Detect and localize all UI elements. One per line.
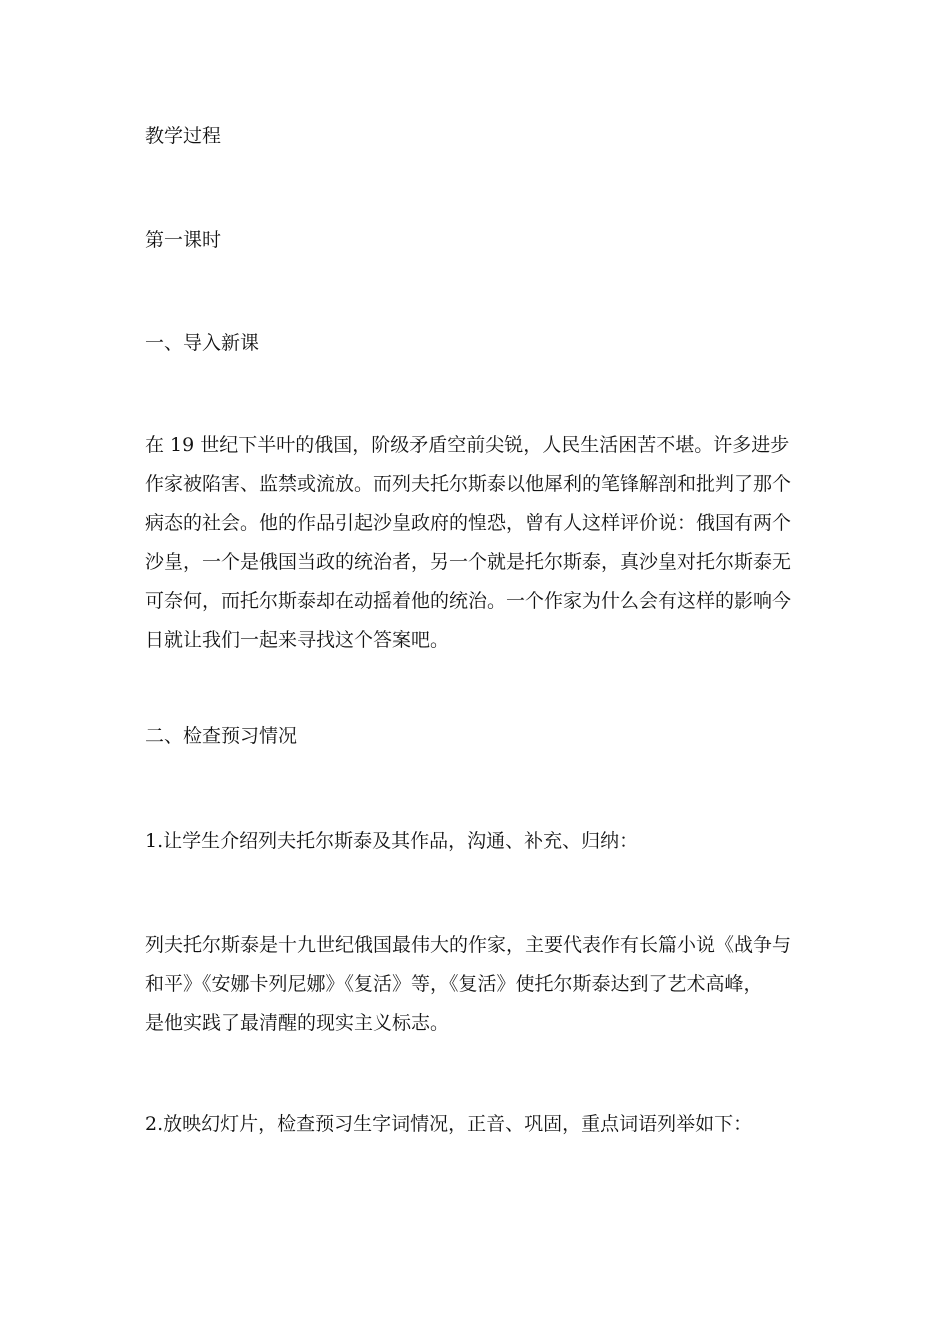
list-item-2: 2.放映幻灯片，检查预习生字词情况，正音、巩固，重点词语列举如下： [145, 1113, 753, 1135]
list-item-1: 1.让学生介绍列夫托尔斯泰及其作品，沟通、补充、归纳： [145, 830, 639, 852]
heading-first-lesson: 第一课时 [145, 229, 222, 251]
section-1-paragraph: 在 19 世纪下半叶的俄国，阶级矛盾空前尖锐，人民生活困苦不堪。许多进步 作家被陷害、监禁或流放。而列夫托尔斯泰以他犀利的笔锋解剖和批判了那个 病态的社会。他的作品引起沙皇政府的惶恐，曾有人这样评价说：俄国有两个 沙皇，一个是俄国当政的统治者，另一个就是托尔斯泰，真沙皇对托尔斯泰无 可奈何，而托尔斯泰却在动摇着他的统治。一个作家为什么会有这样的影响今 日就让我们一起来寻找这个答案吧。 [145, 434, 792, 651]
heading-teaching-process: 教学过程 [145, 125, 222, 147]
section-1-title: 一、导入新课 [145, 332, 260, 354]
section-2-title: 二、检查预习情况 [145, 725, 298, 747]
list-item-1-paragraph: 列夫托尔斯泰是十九世纪俄国最伟大的作家，主要代表作有长篇小说《战争与 和平》《安娜卡列尼娜》《复活》等，《复活》使托尔斯泰达到了艺术高峰， 是他实践了最清醒的现实主义标志。 [145, 934, 792, 1034]
